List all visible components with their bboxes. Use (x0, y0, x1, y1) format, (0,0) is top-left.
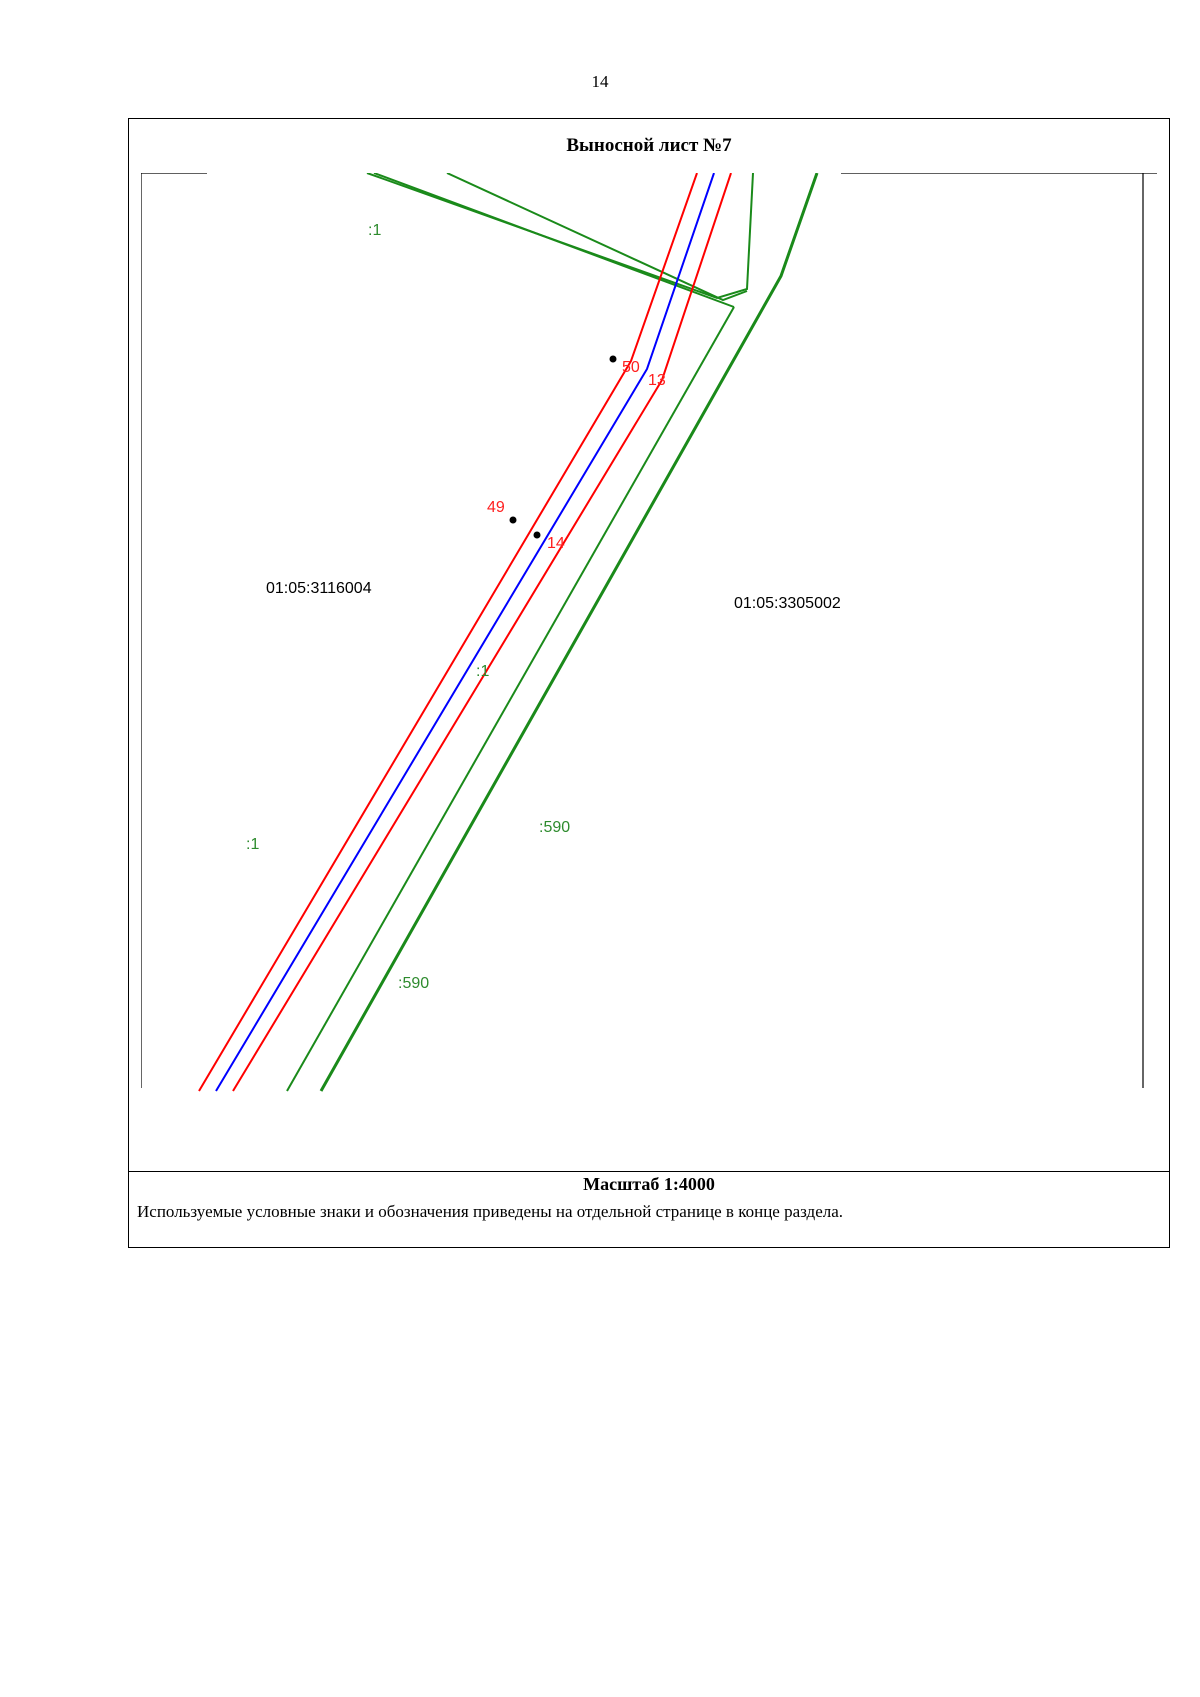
page-number: 14 (591, 72, 609, 91)
scale-label: Масштаб 1:4000 (583, 1174, 715, 1194)
point-label: 50 (622, 359, 640, 376)
map-canvas (141, 173, 1157, 1188)
object-boundaries (199, 173, 731, 1091)
sheet-frame (128, 118, 1170, 1248)
point-marker-50 (610, 356, 617, 363)
parcel-boundary-inner (287, 307, 734, 1091)
point-marker-14 (534, 532, 541, 539)
parcel-label: :590 (539, 819, 571, 836)
map-area (141, 173, 1157, 1188)
point-marker-49 (510, 517, 517, 524)
parcel-label: :1 (368, 222, 382, 239)
cadastral-quarter-label: 01:05:3305002 (734, 595, 841, 612)
point-label: 49 (487, 499, 505, 516)
parcel-boundary-outer (321, 173, 817, 1091)
boundary-right (233, 173, 731, 1091)
axis-line (216, 173, 714, 1091)
parcel-label: :1 (246, 836, 260, 853)
cadastral-quarter-label: 01:05:3116004 (266, 580, 372, 597)
parcel-boundary-strip (374, 173, 734, 307)
parcel-label: :590 (398, 975, 430, 992)
point-label: 13 (648, 372, 666, 389)
bottom-rule (129, 1171, 1169, 1172)
boundary-left (199, 173, 697, 1091)
sheet-title: Выносной лист №7 (566, 135, 732, 156)
point-label: 14 (547, 535, 565, 552)
parcel-boundary-road-outer (447, 173, 747, 300)
parcel-label: :1 (476, 663, 490, 680)
legend-note: Используемые условные знаки и обозначения приведены на отдельной странице в конце раздела. (137, 1202, 844, 1221)
parcel-boundaries (287, 173, 817, 1091)
